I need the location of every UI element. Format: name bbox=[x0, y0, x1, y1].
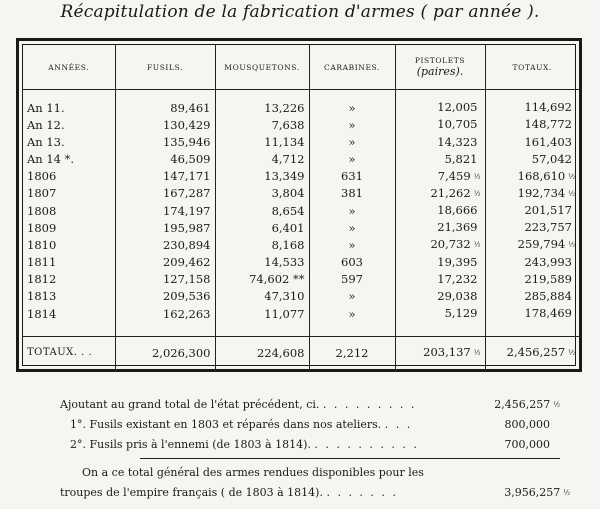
cell-year-value: 1807 bbox=[27, 186, 57, 201]
cell-carabines-value: 603 bbox=[341, 255, 363, 270]
cell-carabines-value: » bbox=[348, 306, 356, 321]
summary-line-1 bbox=[60, 398, 416, 411]
header-pistolets-unit: (paires). bbox=[416, 65, 464, 78]
cell-carabines-value: » bbox=[348, 220, 356, 235]
cell-pistolets-value: 19,395 bbox=[437, 254, 478, 269]
totals-carabines: 2,212 bbox=[309, 336, 395, 369]
cell-totaux-value: 114,692 bbox=[524, 100, 572, 115]
cell-fusils-value: 147,171 bbox=[162, 169, 211, 184]
header-fusils: FUSILS. bbox=[115, 45, 215, 90]
cell-pistolets-value: 21,369 bbox=[437, 220, 478, 235]
cell-pistolets-value: 20,732 bbox=[430, 237, 471, 252]
cell-mousquetons-value: 3,804 bbox=[271, 186, 305, 201]
summary-line-1-dots: . . . . . . . . . bbox=[322, 398, 417, 411]
cell-pistolets-value: 18,666 bbox=[437, 203, 478, 218]
cell-year-value: 1808 bbox=[27, 203, 57, 218]
cell-fusils-value: 230,894 bbox=[162, 237, 211, 252]
cell-totaux-frac: ½ bbox=[568, 241, 575, 250]
cell-pistolets-value: 5,821 bbox=[444, 151, 478, 166]
summary-line-4b bbox=[60, 486, 398, 499]
cell-carabines-value: » bbox=[348, 152, 356, 167]
cell-mousquetons-value: 6,401 bbox=[271, 220, 305, 235]
cell-mousquetons-value: 4,712 bbox=[271, 152, 305, 167]
header-totaux: TOTAUX. bbox=[485, 45, 579, 90]
cell-fusils-value: 195,987 bbox=[162, 220, 211, 235]
summary-grand-total-frac: ½ bbox=[563, 489, 570, 497]
cell-mousquetons-value: 13,226 bbox=[264, 100, 305, 115]
cell-carabines-value: » bbox=[348, 135, 356, 150]
page-title: Récapitulation de la fabrication d'armes ( par année ). bbox=[60, 2, 540, 22]
cell-totaux-value: 259,794 bbox=[517, 237, 566, 252]
cell-year-value: 1813 bbox=[27, 289, 57, 304]
cell-carabines-value: » bbox=[348, 289, 356, 304]
summary-line-3 bbox=[70, 438, 419, 451]
totals-pistolets-frac: ½ bbox=[473, 349, 481, 358]
summary-line-4b-dots: . . . . . . . bbox=[326, 486, 398, 499]
cell-totaux-value: 168,610 bbox=[517, 168, 566, 183]
cell-carabines-value: 631 bbox=[341, 169, 363, 184]
cell-totaux-frac: ½ bbox=[568, 189, 575, 198]
cell-fusils-value: 135,946 bbox=[162, 135, 211, 150]
cell-pistolets-frac: ½ bbox=[473, 241, 481, 250]
cell-totaux-value: 192,734 bbox=[517, 185, 566, 200]
totals-totaux-frac: ½ bbox=[568, 349, 575, 358]
cell-fusils-value: 162,263 bbox=[162, 306, 211, 321]
cell-year-value: 1809 bbox=[27, 220, 57, 235]
summary-line-2 bbox=[70, 418, 412, 431]
cell-mousquetons-value: 14,533 bbox=[264, 255, 305, 270]
cell-totaux-frac: ½ bbox=[568, 172, 575, 181]
cell-mousquetons-value: 74,602 ** bbox=[249, 272, 305, 287]
cell-fusils-value: 174,197 bbox=[162, 203, 211, 218]
cell-mousquetons-value: 13,349 bbox=[264, 169, 305, 184]
summary-line-1-number: 2,456,257 bbox=[494, 398, 551, 411]
cell-pistolets-value: 21,262 bbox=[430, 185, 471, 200]
cell-totaux-value: 161,403 bbox=[524, 134, 572, 149]
header-years: ANNÉES. bbox=[23, 45, 115, 90]
summary-line-3-dots: . . . . . . . . . . bbox=[314, 438, 419, 451]
summary-divider bbox=[140, 458, 560, 459]
cell-totaux-value: 57,042 bbox=[531, 151, 572, 166]
totals-fusils: 2,026,300 bbox=[115, 336, 215, 369]
summary-line-4a: On a ce total général des armes rendues disponibles pour les bbox=[82, 466, 424, 479]
summary-line-4b-text: troupes de l'empire français ( de 1803 à 1814). bbox=[60, 486, 323, 499]
summary-line-1-value bbox=[494, 398, 560, 411]
cell-carabines-value: » bbox=[348, 203, 356, 218]
cell-totaux-value: 219,589 bbox=[524, 271, 572, 286]
cell-carabines-value: » bbox=[348, 237, 356, 252]
cell-fusils-value: 127,158 bbox=[162, 272, 211, 287]
summary-line-2-dots: . . . bbox=[384, 418, 413, 431]
cell-totaux-value: 148,772 bbox=[524, 117, 572, 132]
cell-mousquetons-value: 11,134 bbox=[264, 135, 305, 150]
totals-label: TOTAUX. . . bbox=[23, 336, 115, 369]
cell-year-value: An 11. bbox=[27, 100, 65, 115]
cell-fusils-value: 209,462 bbox=[162, 255, 211, 270]
cell-year-value: 1811 bbox=[27, 255, 57, 270]
cell-mousquetons-value: 11,077 bbox=[264, 306, 305, 321]
cell-mousquetons-value: 8,168 bbox=[271, 237, 305, 252]
cell-pistolets-frac: ½ bbox=[473, 189, 481, 198]
cell-pistolets-frac: ½ bbox=[473, 172, 481, 181]
cell-year-value: 1806 bbox=[27, 169, 57, 184]
cell-fusils-value: 89,461 bbox=[170, 100, 211, 115]
cell-mousquetons-value: 7,638 bbox=[271, 117, 305, 132]
cell-carabines-value: 597 bbox=[341, 272, 363, 287]
cell-year-value: An 13. bbox=[27, 135, 65, 150]
cell-totaux-value: 243,993 bbox=[524, 254, 572, 269]
cell-fusils-value: 209,536 bbox=[162, 289, 211, 304]
cell-year-value: An 14 *. bbox=[27, 152, 75, 167]
cell-mousquetons-value: 47,310 bbox=[264, 289, 305, 304]
cell-totaux-value: 285,884 bbox=[524, 288, 572, 303]
summary-line-1-text: Ajoutant au grand total de l'état précédent, ci. bbox=[60, 398, 320, 411]
header-carabines: CARABINES. bbox=[309, 45, 395, 90]
cell-year-value: 1812 bbox=[27, 272, 57, 287]
cell-mousquetons-value: 8,654 bbox=[271, 203, 305, 218]
totals-mousquetons: 224,608 bbox=[215, 336, 309, 369]
cell-pistolets-value: 10,705 bbox=[437, 117, 478, 132]
summary-line-3-text: 2°. Fusils pris à l'ennemi (de 1803 à 1814). bbox=[70, 438, 311, 451]
summary-line-4b-value bbox=[504, 486, 570, 499]
cell-pistolets-value: 17,232 bbox=[437, 271, 478, 286]
cell-fusils-value: 130,429 bbox=[162, 117, 211, 132]
cell-carabines-value: » bbox=[348, 117, 356, 132]
cell-pistolets-value: 14,323 bbox=[437, 134, 478, 149]
summary-line-2-value: 800,000 bbox=[504, 418, 550, 431]
cell-fusils-value: 46,509 bbox=[170, 152, 211, 167]
cell-pistolets-value: 29,038 bbox=[437, 288, 478, 303]
cell-pistolets-value: 5,129 bbox=[444, 306, 478, 320]
cell-totaux-value: 178,469 bbox=[524, 306, 572, 320]
cell-year-value: 1810 bbox=[27, 237, 57, 252]
totals-totaux-value: 2,456,257 bbox=[506, 345, 566, 360]
cell-carabines-value: 381 bbox=[341, 186, 363, 201]
cell-carabines-value: » bbox=[348, 100, 356, 115]
summary-line-2-text: 1°. Fusils existant en 1803 et réparés dans nos ateliers. bbox=[70, 418, 382, 431]
cell-totaux-value: 201,517 bbox=[524, 203, 572, 218]
summary-grand-total: 3,956,257 bbox=[504, 486, 561, 499]
header-mousquetons: MOUSQUETONS. bbox=[215, 45, 309, 90]
cell-year-value: 1814 bbox=[27, 306, 57, 321]
cell-pistolets-value: 12,005 bbox=[437, 100, 478, 115]
header-pistolets-label: PISTOLETS bbox=[414, 56, 466, 65]
summary-line-3-value: 700,000 bbox=[504, 438, 550, 451]
summary-line-1-frac: ½ bbox=[553, 401, 560, 409]
totals-pistolets-value: 203,137 bbox=[423, 345, 471, 360]
cell-pistolets-value: 7,459 bbox=[437, 168, 471, 183]
cell-year-value: An 12. bbox=[27, 117, 65, 132]
cell-totaux-value: 223,757 bbox=[524, 220, 572, 235]
cell-fusils-value: 167,287 bbox=[162, 186, 211, 201]
